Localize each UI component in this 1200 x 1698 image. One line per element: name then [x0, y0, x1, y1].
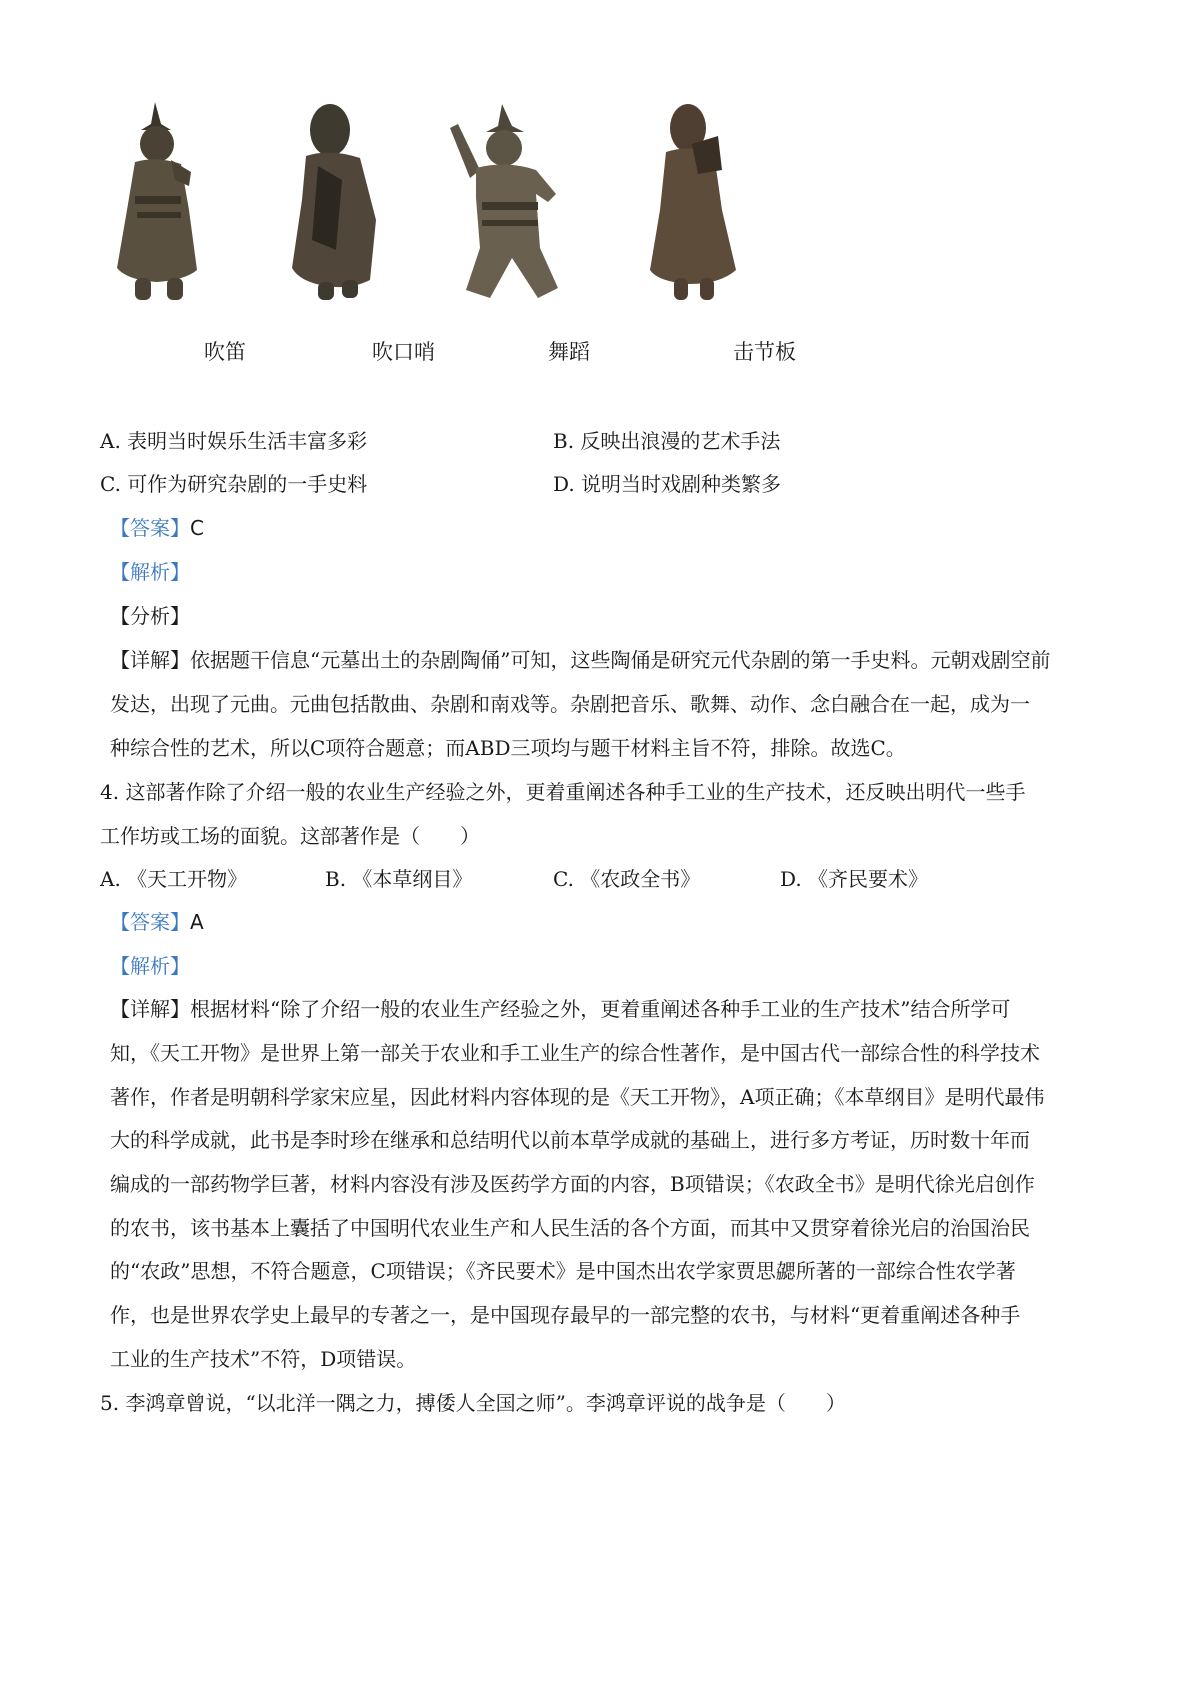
analysis-tag: 【解析】: [110, 954, 190, 978]
detail-line: 大的科学成就，此书是李时珍在继承和总结明代以前本草学成就的基础上，进行多方考证，历时数十年而: [110, 1128, 1030, 1152]
answer-line: [110, 518, 204, 538]
detail-line: 著作，作者是明朝科学家宋应星，因此材料内容体现的是《天工开物》，A项正确；《本草纲目》是明代最伟: [110, 1085, 1045, 1109]
option-d: D. 《齐民要术》: [780, 867, 929, 891]
detail-line: 发达，出现了元曲。元曲包括散曲、杂剧和南戏等。杂剧把音乐、歌舞、动作、念白融合在一起，成为一: [110, 692, 1030, 716]
detail-line: 编成的一部药物学巨著，材料内容没有涉及医药学方面的内容，B项错误；《农政全书》是明代徐光启创作: [110, 1172, 1035, 1196]
fenxi-tag: 【分析】: [110, 604, 190, 628]
detail-line: 的“农政”思想，不符合题意，C项错误；《齐民要术》是中国杰出农学家贾思勰所著的一部综合性农学著: [110, 1259, 1016, 1283]
answer-tag: 【答案】: [110, 910, 190, 934]
option-d: D. 说明当时戏剧种类繁多: [553, 472, 782, 496]
detail-line: 的农书，该书基本上囊括了中国明代农业生产和人民生活的各个方面，而其中又贯穿着徐光启的治国治民: [110, 1216, 1030, 1240]
figure-caption: 舞蹈: [548, 340, 590, 364]
figure-caption: 吹口哨: [372, 340, 435, 364]
answer-value: C: [190, 516, 204, 540]
figurine-flute-image: [105, 100, 215, 305]
detail-line: 工业的生产技术”不符，D项错误。: [110, 1347, 417, 1371]
detail-line: 种综合性的艺术，所以C项符合题意；而ABD三项均与题干材料主旨不符，排除。故选C。: [110, 736, 906, 760]
detail-line: 知，《天工开物》是世界上第一部关于农业和手工业生产的综合性著作，是中国古代一部综合性的科学技术: [110, 1041, 1040, 1065]
option-a: A. 《天工开物》: [100, 867, 248, 891]
figurine-clapper-image: [640, 100, 750, 305]
option-c: C. 可作为研究杂剧的一手史料: [100, 472, 368, 496]
detail-line: 作，也是世界农学史上最早的专著之一，是中国现存最早的一部完整的农书，与材料“更着重阐述各种手: [110, 1303, 1021, 1327]
option-c: C. 《农政全书》: [553, 867, 701, 891]
figurine-dance-image: [440, 98, 580, 306]
question-stem: 工作坊或工场的面貌。这部著作是（ ）: [100, 824, 480, 848]
answer-value: A: [190, 910, 204, 934]
figure-caption: 击节板: [733, 340, 796, 364]
figurine-whistle-image: [280, 100, 390, 305]
option-b: B. 《本草纲目》: [325, 867, 473, 891]
analysis-tag: 【解析】: [110, 560, 190, 584]
answer-tag: 【答案】: [110, 516, 190, 540]
detail-line: 【详解】根据材料“除了介绍一般的农业生产经验之外，更着重阐述各种手工业的生产技术”结合所学可: [110, 997, 1011, 1021]
question-stem: 4. 这部著作除了介绍一般的农业生产经验之外，更着重阐述各种手工业的生产技术，还反映出明代一些手: [100, 780, 1026, 804]
option-b: B. 反映出浪漫的艺术手法: [553, 429, 781, 453]
answer-line: [110, 912, 204, 932]
detail-line: 【详解】依据题干信息“元墓出土的杂剧陶俑”可知，这些陶俑是研究元代杂剧的第一手史料。元朝戏剧空前: [110, 648, 1051, 672]
figure-caption: 吹笛: [204, 340, 246, 364]
option-a: A. 表明当时娱乐生活丰富多彩: [100, 429, 368, 453]
question-stem: 5. 李鸿章曾说，“以北洋一隅之力，搏倭人全国之师”。李鸿章评说的战争是（ ）: [100, 1391, 846, 1415]
